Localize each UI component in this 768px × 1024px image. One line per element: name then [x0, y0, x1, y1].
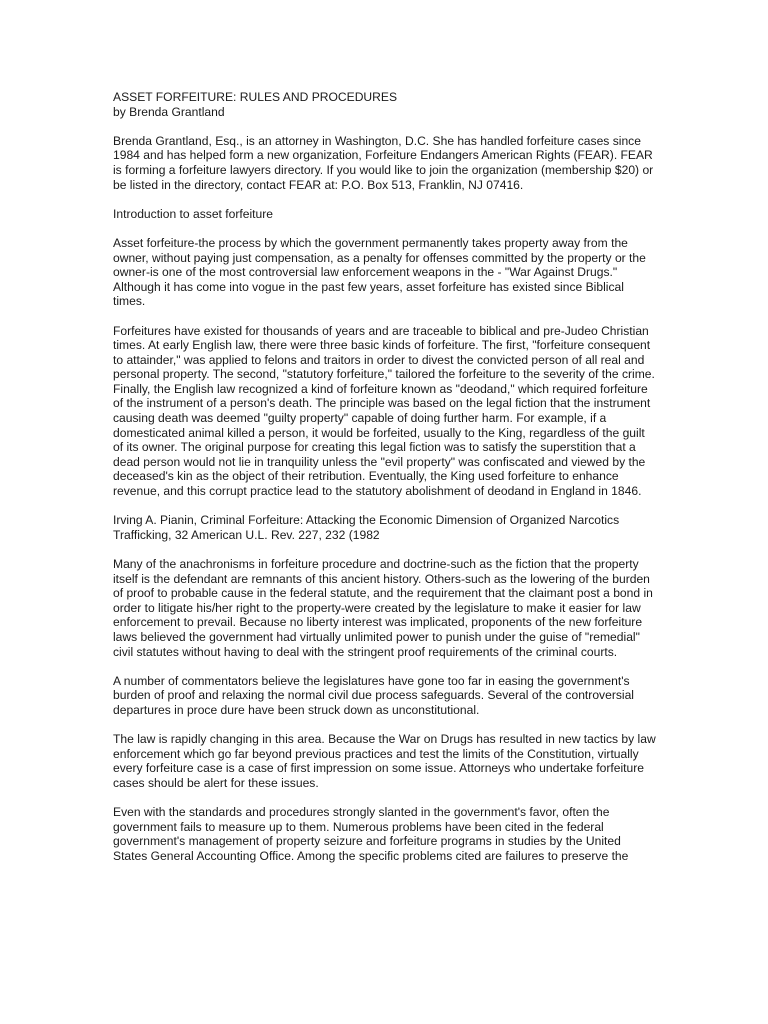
body-paragraph: Many of the anachronisms in forfeiture procedure and doctrine-such as the fiction that the property itself is the defendant are remnants of this ancient history. Others-such as the lowering of the burden of proof to probable cause in the federal statute, and the requirement that the claimant post a bond in order to litigate his/her right to the property-were created by the legislature to make it easier for law enforcement to prevail. Because no liberty interest was implicated, proponents of the new forfeiture laws believed the government had virtually unlimited power to punish under the guise of "remedial" civil statutes without having to deal with the stringent proof requirements of the criminal courts.	[113, 557, 653, 659]
title-block	[113, 90, 658, 119]
body-paragraph: The law is rapidly changing in this area. Because the War on Drugs has resulted in new tactics by law enforcement which go far beyond previous practices and test the limits of the Constitution, virtually every forfeiture case is a case of first impression on some issue. Attorneys who undertake forfeiture cases should be alert for these issues.	[113, 732, 656, 790]
body-paragraph: Asset forfeiture-the process by which the government permanently takes property away from the owner, without paying just compensation, as a penalty for offenses committed by the property or the owner-is one of the most controversial law enforcement weapons in the - "War Against Drugs." Although it has come into vogue in the past few years, asset forfeiture has existed since Biblical times.	[113, 235, 646, 309]
section-heading: Introduction to asset forfeiture	[113, 206, 273, 221]
body-paragraph: Forfeitures have existed for thousands of years and are traceable to biblical and pre-Judeo Christian times. At early English law, there were three basic kinds of forfeiture. The first, "forfeiture consequent to attainder," was applied to felons and traitors in order to divest the convicted person of all real and personal property. The second, "statutory forfeiture," tailored the forfeiture to the severity of the crime. Finally, the English law recognized a kind of forfeiture known as "deodand," which required forfeiture of the instrument of a person's death. The principle was based on the legal fiction that the instrument causing death was deemed "guilty property" capable of doing further harm. For example, if a domesticated animal killed a person, it would be forfeited, usually to the King, regardless of the guilt of its owner. The original purpose for creating this legal fiction was to satisfy the superstition that a dead person would not lie in tranquility unless the "evil property" was confiscated and viewed by the deceased's kin as the object of their retribution. Eventually, the King used forfeiture to enhance revenue, and this corrupt practice lead to the statutory abolishment of deodand in England in 1846.	[113, 323, 655, 499]
body-paragraph: A number of commentators believe the legislatures have gone too far in easing the government's burden of proof and relaxing the normal civil due process safeguards. Several of the controversial departures in proce dure have been struck down as unconstitutional.	[113, 673, 634, 717]
author-byline: by Brenda Grantland	[113, 104, 225, 119]
document-page	[113, 90, 658, 878]
document-title: ASSET FORFEITURE: RULES AND PROCEDURES	[113, 90, 398, 104]
citation-paragraph: Irving A. Pianin, Criminal Forfeiture: Attacking the Economic Dimension of Organized Narcotics Trafficking, 32 American U.L. Rev. 227, 232 (1982	[113, 513, 620, 542]
author-bio-paragraph: Brenda Grantland, Esq., is an attorney in Washington, D.C. She has handled forfeiture cases since 1984 and has helped form a new organization, Forfeiture Endangers American Rights (FEAR). FEAR is forming a forfeiture lawyers directory. If you would like to join the organization (membership $20) or be listed in the directory, contact FEAR at: P.O. Box 513, Franklin, NJ 07416.	[113, 133, 654, 192]
body-paragraph: Even with the standards and procedures strongly slanted in the government's favor, often the government fails to measure up to them. Numerous problems have been cited in the federal government's management of property seizure and forfeiture programs in studies by the United States General Accounting Office. Among the specific problems cited are failures to preserve the	[113, 805, 629, 863]
